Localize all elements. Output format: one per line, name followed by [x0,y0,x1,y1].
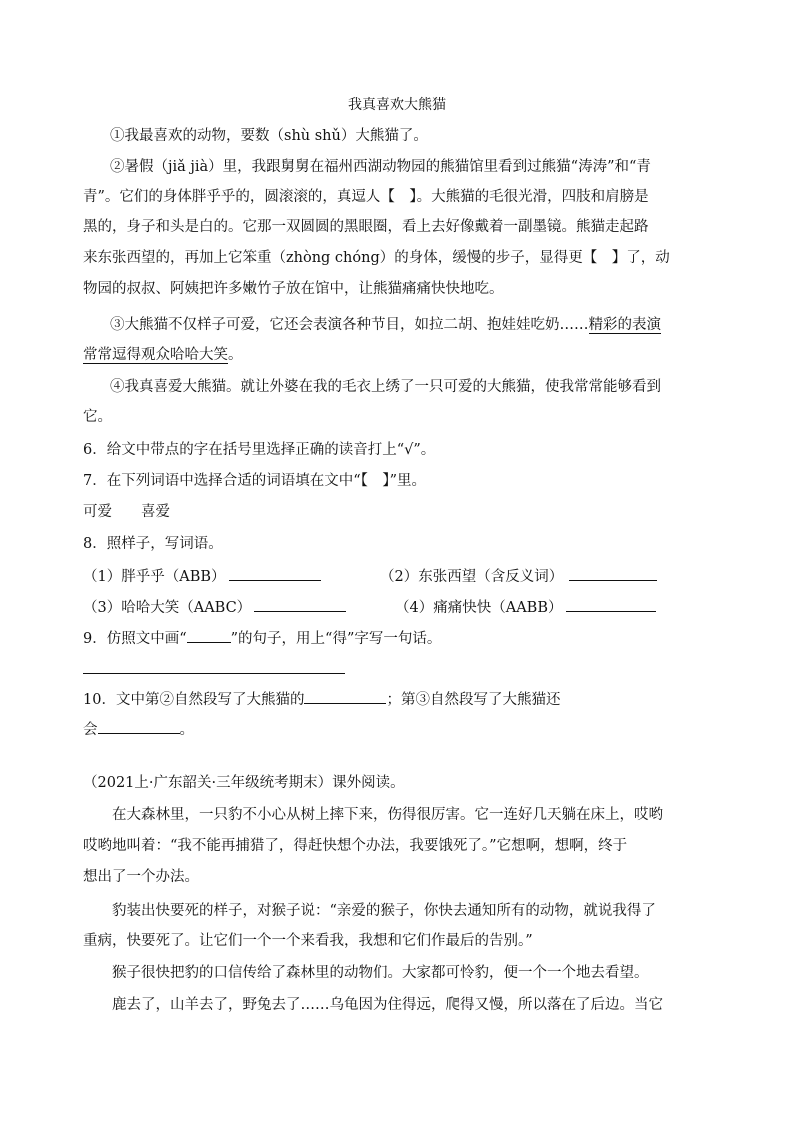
paragraph-3-text: ③大熊猫不仅样子可爱，它还会表演各种节目，如拉二胡、抱娃娃吃奶…… [110,317,589,333]
reading-line-5: 重病，快要死了。让它们一个一个来看我，我想和它们作最后的告别。” [83,933,533,949]
paragraph-3-line-1 [110,315,661,335]
reading-line-2: 哎哟地叫着：“我不能再捕猎了，得赶快想个办法，我要饿死了。”它想啊，想啊，终于 [83,838,628,854]
question-9 [83,627,441,649]
question-10-line-2 [83,718,194,740]
question-8-item-2-label: （2）东张西望（含反义词） [380,569,564,585]
question-9-text-b: ”的句子，用上“得”字写一句话。 [230,631,442,647]
question-10-line-1 [83,688,560,710]
answer-blank[interactable] [254,596,346,612]
paragraph-2-line-3: 黑的，身子和头是白的。它那一双圆圆的黑眼圈，看上去好像戴着一副墨镜。熊猫走起路 [83,219,649,235]
question-10-text-a: 10．文中第②自然段写了大熊猫的 [83,692,305,708]
question-7-word-options: 可爱 喜爱 [83,504,170,520]
paragraph-4-line-2: 它。 [83,409,112,425]
question-9-answer-line[interactable] [83,673,345,674]
question-8-item-2 [380,565,657,587]
paragraph-3-line-2 [83,345,243,365]
question-8-item-4 [395,596,656,618]
reading-line-1: 在大森林里，一只豹不小心从树上摔下来，伤得很厉害。它一连好几天躺在床上，哎哟 [112,807,663,823]
underline-sample [187,627,231,643]
question-9-text-a: 9．仿照文中画“ [83,631,187,647]
question-10-text-c: 会 [83,722,98,738]
paragraph-2-line-2: 青”。它们的身体胖乎乎的，圆滚滚的，真逗人【 】。大熊猫的毛很光滑，四肢和肩膀是 [83,189,649,205]
paragraph-4-line-1: ④我真喜爱大熊猫。就让外婆在我的毛衣上绣了一只可爱的大熊猫，使我常常能够看到 [110,379,661,395]
paragraph-1: ①我最喜欢的动物，要数（shù shǔ）大熊猫了。 [110,128,428,144]
question-6: 6．给文中带点的字在括号里选择正确的读音打上“√”。 [83,442,436,458]
question-8-item-1-label: （1）胖乎乎（ABB） [83,569,226,585]
answer-blank[interactable] [569,565,657,581]
question-8-item-3-label: （3）哈哈大笑（AABC） [83,600,252,616]
paragraph-2-line-4: 来东张西望的，再加上它笨重（zhòng chóng）的身体，缓慢的步子，显得更【 】了，动 [83,250,670,266]
reading-line-7: 鹿去了，山羊去了，野兔去了……乌龟因为住得远，爬得又慢，所以落在了后边。当它 [112,997,663,1013]
paragraph-3-period: 。 [228,347,243,363]
question-10-text-d: 。 [179,722,194,738]
paragraph-2-line-5: 物园的叔叔、阿姨把许多嫩竹子放在馆中，让熊猫痛痛快快地吃。 [83,281,504,297]
question-8: 8．照样子，写词语。 [83,536,223,552]
underlined-sentence-end: 常常逗得观众哈哈大笑 [83,347,228,363]
question-8-item-1 [83,565,321,587]
question-7: 7．在下列词语中选择合适的词语填在文中“【 】”里。 [83,473,427,489]
paragraph-2-line-1: ②暑假（jiǎ jià）里，我跟舅舅在福州西湖动物园的熊猫馆里看到过熊猫“涛涛”和“青 [110,159,651,175]
passage-title: 我真喜欢大熊猫 [348,97,446,113]
answer-blank[interactable] [304,688,386,704]
reading-line-6: 猴子很快把豹的口信传给了森林里的动物们。大家都可怜豹，便一个一个地去看望。 [112,965,649,981]
answer-blank[interactable] [229,565,321,581]
reading-line-4: 豹装出快要死的样子，对猴子说：“亲爱的猴子，你快去通知所有的动物，就说我得了 [112,903,656,919]
reading-line-3: 想出了一个办法。 [83,869,199,885]
underlined-sentence-start: 精彩的表演 [588,317,661,333]
answer-blank[interactable] [98,718,180,734]
answer-blank[interactable] [566,596,656,612]
reading-source: （2021上·广东韶关·三年级统考期末）课外阅读。 [83,775,405,791]
question-8-item-4-label: （4）痛痛快快（AABB） [395,600,563,616]
question-8-item-3 [83,596,346,618]
question-10-text-b: ；第③自然段写了大熊猫还 [386,692,561,708]
